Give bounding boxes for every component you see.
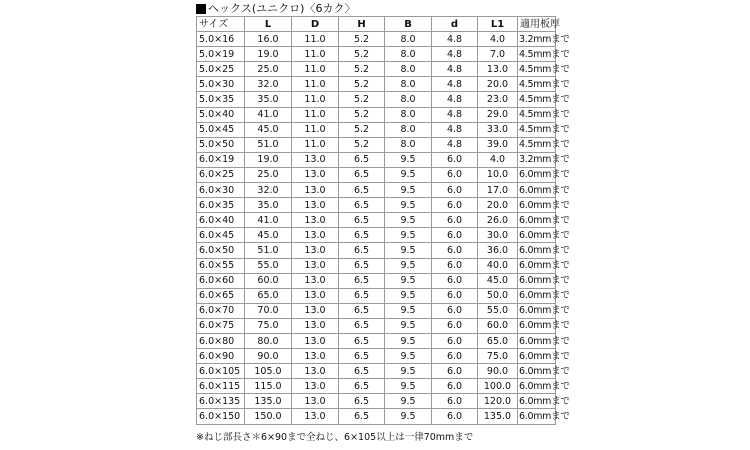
table-row: [197, 92, 556, 107]
table-row: [197, 32, 556, 47]
cell-h: 5.2: [339, 107, 385, 122]
cell-plate-thickness: 6.0mmまで: [518, 167, 556, 182]
cell-plate-thickness: 6.0mmまで: [518, 273, 556, 288]
cell-plate-thickness: 4.5mmまで: [518, 137, 556, 152]
cell-plate-thickness: 6.0mmまで: [518, 379, 556, 394]
cell-h: 5.2: [339, 32, 385, 47]
cell-l: 32.0: [245, 77, 292, 92]
cell-d-small: 6.0: [432, 167, 478, 182]
cell-b: 9.5: [385, 198, 432, 213]
cell-d-small: 4.8: [432, 77, 478, 92]
cell-h: 6.5: [339, 349, 385, 364]
cell-plate-thickness: 3.2mmまで: [518, 152, 556, 167]
cell-size: 6.0×90: [197, 349, 245, 364]
cell-h: 6.5: [339, 333, 385, 348]
cell-b: 9.5: [385, 288, 432, 303]
cell-plate-thickness: 6.0mmまで: [518, 333, 556, 348]
cell-d-small: 6.0: [432, 318, 478, 333]
cell-size: 6.0×25: [197, 167, 245, 182]
cell-h: 6.5: [339, 198, 385, 213]
cell-size: 6.0×150: [197, 409, 245, 424]
cell-l1: 90.0: [478, 364, 518, 379]
cell-h: 6.5: [339, 409, 385, 424]
cell-size: 6.0×19: [197, 152, 245, 167]
cell-b: 8.0: [385, 32, 432, 47]
cell-l1: 7.0: [478, 47, 518, 62]
cell-d-large: 13.0: [292, 364, 339, 379]
cell-l: 35.0: [245, 198, 292, 213]
cell-d-small: 6.0: [432, 273, 478, 288]
cell-h: 6.5: [339, 288, 385, 303]
table-row: [197, 303, 556, 318]
cell-h: 6.5: [339, 303, 385, 318]
spec-table: [196, 16, 570, 425]
table-row: [197, 258, 556, 273]
cell-l: 65.0: [245, 288, 292, 303]
header-l1: L1: [478, 17, 518, 32]
cell-l: 115.0: [245, 379, 292, 394]
cell-plate-thickness: 6.0mmまで: [518, 183, 556, 198]
table-row: [197, 183, 556, 198]
cell-d-small: 4.8: [432, 32, 478, 47]
cell-d-small: 6.0: [432, 394, 478, 409]
cell-size: 5.0×19: [197, 47, 245, 62]
cell-h: 6.5: [339, 273, 385, 288]
header-row: [197, 17, 556, 32]
cell-d-small: 6.0: [432, 213, 478, 228]
cell-h: 5.2: [339, 137, 385, 152]
cell-b: 8.0: [385, 77, 432, 92]
cell-size: 6.0×45: [197, 228, 245, 243]
cell-l: 25.0: [245, 62, 292, 77]
cell-l1: 23.0: [478, 92, 518, 107]
cell-d-small: 6.0: [432, 243, 478, 258]
cell-plate-thickness: 4.5mmまで: [518, 62, 556, 77]
table-row: [197, 273, 556, 288]
cell-l: 70.0: [245, 303, 292, 318]
cell-h: 6.5: [339, 228, 385, 243]
cell-d-small: 6.0: [432, 152, 478, 167]
cell-l: 150.0: [245, 409, 292, 424]
cell-d-large: 13.0: [292, 333, 339, 348]
cell-d-large: 13.0: [292, 167, 339, 182]
cell-size: 6.0×105: [197, 364, 245, 379]
cell-l1: 65.0: [478, 333, 518, 348]
cell-h: 6.5: [339, 167, 385, 182]
cell-l1: 33.0: [478, 122, 518, 137]
cell-b: 9.5: [385, 349, 432, 364]
cell-l: 135.0: [245, 394, 292, 409]
cell-d-small: 4.8: [432, 62, 478, 77]
cell-l: 51.0: [245, 243, 292, 258]
cell-size: 6.0×70: [197, 303, 245, 318]
cell-l: 25.0: [245, 167, 292, 182]
cell-d-small: 6.0: [432, 228, 478, 243]
cell-d-small: 6.0: [432, 258, 478, 273]
cell-size: 5.0×16: [197, 32, 245, 47]
cell-l1: 10.0: [478, 167, 518, 182]
cell-plate-thickness: 6.0mmまで: [518, 213, 556, 228]
cell-h: 5.2: [339, 47, 385, 62]
cell-d-large: 13.0: [292, 198, 339, 213]
cell-l: 19.0: [245, 152, 292, 167]
cell-d-large: 13.0: [292, 318, 339, 333]
cell-d-small: 6.0: [432, 198, 478, 213]
cell-b: 9.5: [385, 243, 432, 258]
cell-d-large: 13.0: [292, 379, 339, 394]
cell-d-large: 13.0: [292, 409, 339, 424]
cell-b: 9.5: [385, 364, 432, 379]
cell-b: 9.5: [385, 183, 432, 198]
cell-b: 9.5: [385, 273, 432, 288]
cell-l1: 40.0: [478, 258, 518, 273]
cell-d-large: 11.0: [292, 62, 339, 77]
cell-l1: 26.0: [478, 213, 518, 228]
cell-l1: 120.0: [478, 394, 518, 409]
cell-h: 6.5: [339, 183, 385, 198]
cell-l1: 100.0: [478, 379, 518, 394]
cell-d-large: 11.0: [292, 107, 339, 122]
cell-l1: 4.0: [478, 152, 518, 167]
table-row: [197, 213, 556, 228]
cell-l: 32.0: [245, 183, 292, 198]
cell-l: 41.0: [245, 213, 292, 228]
cell-h: 6.5: [339, 258, 385, 273]
table-row: [197, 243, 556, 258]
cell-plate-thickness: 6.0mmまで: [518, 394, 556, 409]
cell-d-large: 11.0: [292, 32, 339, 47]
cell-d-small: 4.8: [432, 92, 478, 107]
cell-b: 8.0: [385, 62, 432, 77]
cell-size: 6.0×75: [197, 318, 245, 333]
cell-d-large: 13.0: [292, 243, 339, 258]
cell-plate-thickness: 4.5mmまで: [518, 92, 556, 107]
cell-l: 60.0: [245, 273, 292, 288]
table-title: [196, 2, 355, 16]
cell-plate-thickness: 4.5mmまで: [518, 77, 556, 92]
cell-h: 5.2: [339, 92, 385, 107]
table-row: [197, 198, 556, 213]
cell-l1: 55.0: [478, 303, 518, 318]
cell-size: 6.0×50: [197, 243, 245, 258]
cell-b: 8.0: [385, 122, 432, 137]
cell-plate-thickness: 6.0mmまで: [518, 243, 556, 258]
cell-l1: 36.0: [478, 243, 518, 258]
table-row: [197, 394, 556, 409]
cell-l: 90.0: [245, 349, 292, 364]
cell-l: 80.0: [245, 333, 292, 348]
cell-size: 5.0×25: [197, 62, 245, 77]
cell-l1: 17.0: [478, 183, 518, 198]
cell-b: 9.5: [385, 333, 432, 348]
table-row: [197, 333, 556, 348]
table-row: [197, 107, 556, 122]
cell-d-small: 4.8: [432, 107, 478, 122]
title-text: ヘックス(ユニクロ)〈6カク〉: [208, 2, 356, 15]
cell-l: 45.0: [245, 122, 292, 137]
table-row: [197, 228, 556, 243]
cell-size: 5.0×45: [197, 122, 245, 137]
cell-d-small: 6.0: [432, 333, 478, 348]
cell-l1: 50.0: [478, 288, 518, 303]
cell-b: 8.0: [385, 137, 432, 152]
cell-d-large: 13.0: [292, 394, 339, 409]
cell-l: 41.0: [245, 107, 292, 122]
cell-l1: 13.0: [478, 62, 518, 77]
cell-l: 45.0: [245, 228, 292, 243]
cell-b: 8.0: [385, 92, 432, 107]
cell-plate-thickness: 6.0mmまで: [518, 258, 556, 273]
cell-d-small: 4.8: [432, 137, 478, 152]
cell-plate-thickness: 4.5mmまで: [518, 107, 556, 122]
cell-l: 105.0: [245, 364, 292, 379]
cell-h: 6.5: [339, 379, 385, 394]
cell-plate-thickness: 6.0mmまで: [518, 303, 556, 318]
cell-b: 9.5: [385, 379, 432, 394]
table-row: [197, 137, 556, 152]
footnote: ※ねじ部長さ＊6×90まで全ねじ、6×105以上は一律70mmまで: [196, 432, 474, 443]
cell-size: 6.0×135: [197, 394, 245, 409]
table-row: [197, 152, 556, 167]
header-b: B: [385, 17, 432, 32]
cell-size: 5.0×50: [197, 137, 245, 152]
table-row: [197, 379, 556, 394]
cell-plate-thickness: 6.0mmまで: [518, 349, 556, 364]
cell-d-small: 6.0: [432, 364, 478, 379]
table-row: [197, 318, 556, 333]
cell-size: 6.0×35: [197, 198, 245, 213]
cell-d-small: 4.8: [432, 122, 478, 137]
cell-b: 9.5: [385, 318, 432, 333]
cell-b: 9.5: [385, 394, 432, 409]
cell-l: 75.0: [245, 318, 292, 333]
cell-l1: 20.0: [478, 198, 518, 213]
cell-l1: 29.0: [478, 107, 518, 122]
cell-plate-thickness: 6.0mmまで: [518, 288, 556, 303]
cell-b: 9.5: [385, 152, 432, 167]
cell-size: 5.0×35: [197, 92, 245, 107]
cell-d-large: 13.0: [292, 228, 339, 243]
cell-d-large: 13.0: [292, 183, 339, 198]
cell-size: 6.0×65: [197, 288, 245, 303]
header-d-large: D: [292, 17, 339, 32]
cell-h: 6.5: [339, 243, 385, 258]
cell-d-large: 13.0: [292, 349, 339, 364]
cell-size: 5.0×40: [197, 107, 245, 122]
table-row: [197, 288, 556, 303]
table-row: [197, 349, 556, 364]
cell-h: 5.2: [339, 62, 385, 77]
cell-l: 51.0: [245, 137, 292, 152]
cell-l: 16.0: [245, 32, 292, 47]
cell-d-small: 6.0: [432, 349, 478, 364]
cell-h: 6.5: [339, 152, 385, 167]
cell-d-small: 6.0: [432, 288, 478, 303]
cell-l1: 60.0: [478, 318, 518, 333]
header-l: L: [245, 17, 292, 32]
table-row: [197, 47, 556, 62]
cell-b: 8.0: [385, 47, 432, 62]
cell-size: 6.0×40: [197, 213, 245, 228]
cell-d-small: 4.8: [432, 47, 478, 62]
cell-size: 6.0×60: [197, 273, 245, 288]
header-d-small: d: [432, 17, 478, 32]
cell-d-large: 11.0: [292, 137, 339, 152]
cell-plate-thickness: 6.0mmまで: [518, 228, 556, 243]
cell-b: 9.5: [385, 228, 432, 243]
table-row: [197, 62, 556, 77]
cell-d-small: 6.0: [432, 409, 478, 424]
cell-plate-thickness: 4.5mmまで: [518, 47, 556, 62]
cell-h: 6.5: [339, 213, 385, 228]
cell-b: 9.5: [385, 213, 432, 228]
cell-l1: 4.0: [478, 32, 518, 47]
square-bullet-icon: [196, 4, 206, 14]
cell-h: 5.2: [339, 122, 385, 137]
cell-l1: 135.0: [478, 409, 518, 424]
table-row: [197, 122, 556, 137]
cell-d-large: 13.0: [292, 152, 339, 167]
cell-l1: 45.0: [478, 273, 518, 288]
cell-d-small: 6.0: [432, 303, 478, 318]
cell-l1: 75.0: [478, 349, 518, 364]
table-row: [197, 77, 556, 92]
table-row: [197, 167, 556, 182]
cell-plate-thickness: 3.2mmまで: [518, 32, 556, 47]
cell-l1: 30.0: [478, 228, 518, 243]
cell-d-large: 13.0: [292, 213, 339, 228]
cell-d-large: 11.0: [292, 122, 339, 137]
cell-l: 19.0: [245, 47, 292, 62]
cell-b: 9.5: [385, 409, 432, 424]
cell-plate-thickness: 4.5mmまで: [518, 122, 556, 137]
cell-d-large: 13.0: [292, 288, 339, 303]
cell-plate-thickness: 6.0mmまで: [518, 409, 556, 424]
cell-b: 9.5: [385, 303, 432, 318]
cell-size: 6.0×30: [197, 183, 245, 198]
cell-d-large: 11.0: [292, 77, 339, 92]
cell-plate-thickness: 6.0mmまで: [518, 364, 556, 379]
cell-d-small: 6.0: [432, 379, 478, 394]
cell-l: 35.0: [245, 92, 292, 107]
cell-size: 6.0×115: [197, 379, 245, 394]
cell-d-large: 13.0: [292, 258, 339, 273]
cell-l: 55.0: [245, 258, 292, 273]
cell-b: 8.0: [385, 107, 432, 122]
cell-size: 6.0×80: [197, 333, 245, 348]
cell-b: 9.5: [385, 258, 432, 273]
cell-l1: 20.0: [478, 77, 518, 92]
table-row: [197, 409, 556, 424]
cell-l1: 39.0: [478, 137, 518, 152]
cell-plate-thickness: 6.0mmまで: [518, 318, 556, 333]
cell-size: 5.0×30: [197, 77, 245, 92]
cell-d-large: 11.0: [292, 47, 339, 62]
table-row: [197, 364, 556, 379]
header-h: H: [339, 17, 385, 32]
header-size: サイズ: [197, 17, 245, 32]
cell-d-small: 6.0: [432, 183, 478, 198]
cell-b: 9.5: [385, 167, 432, 182]
cell-d-large: 13.0: [292, 273, 339, 288]
cell-d-large: 11.0: [292, 92, 339, 107]
cell-size: 6.0×55: [197, 258, 245, 273]
cell-h: 6.5: [339, 364, 385, 379]
cell-plate-thickness: 6.0mmまで: [518, 198, 556, 213]
cell-h: 6.5: [339, 318, 385, 333]
cell-h: 5.2: [339, 77, 385, 92]
cell-h: 6.5: [339, 394, 385, 409]
cell-d-large: 13.0: [292, 303, 339, 318]
header-plate-thickness: 適用板厚: [518, 17, 556, 32]
